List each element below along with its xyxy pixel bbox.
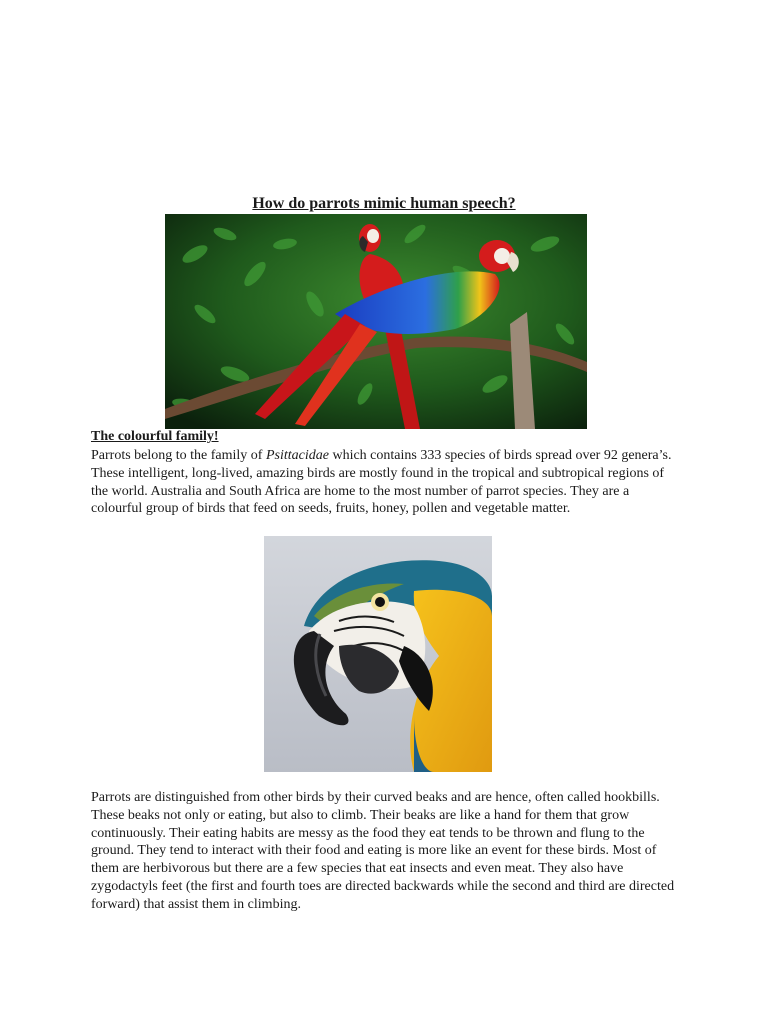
paragraph-family-text-2: which contains 333 species of birds spread over 92 genera’s. These intelligent, long-lived, amazing birds are mostly found in the tropical and subtropical regions of the world. Australia and South Africa are home to the most number of parrot species. They are a colourful group of birds that feed on seeds, fruits, honey, pollen and vegetable matter.: [91, 448, 672, 517]
document-title: How do parrots mimic human speech?: [252, 195, 516, 212]
macaws-illustration: [165, 214, 587, 429]
section-heading: The colourful family!: [91, 429, 219, 444]
family-name-italic: Psittacidae: [265, 448, 329, 463]
macaw-head-illustration: [264, 536, 492, 772]
paragraph-beaks: Parrots are distinguished from other birds by their curved beaks and are hence, often called hookbills. These beaks not only or eating, but also to climb. Their beaks are like a hand for them that grow continuously. Their eating habits are messy as the food they eat tends to be thrown and flung to the ground. They tend to interact with their food and eating is more like an event for these birds. Most of them are herbivorous but there are a few species that eat insects and even meat. They also have zygodactyls feet (the first and fourth toes are directed backwards while the second and third are directed forward) that assist them in climbing.: [91, 790, 675, 912]
paragraph-family-text-1: Parrots belong to the family of: [91, 448, 266, 463]
macaws-photo: [165, 214, 587, 429]
macaw-head-photo: [264, 536, 492, 772]
paragraph-family: [91, 447, 681, 518]
